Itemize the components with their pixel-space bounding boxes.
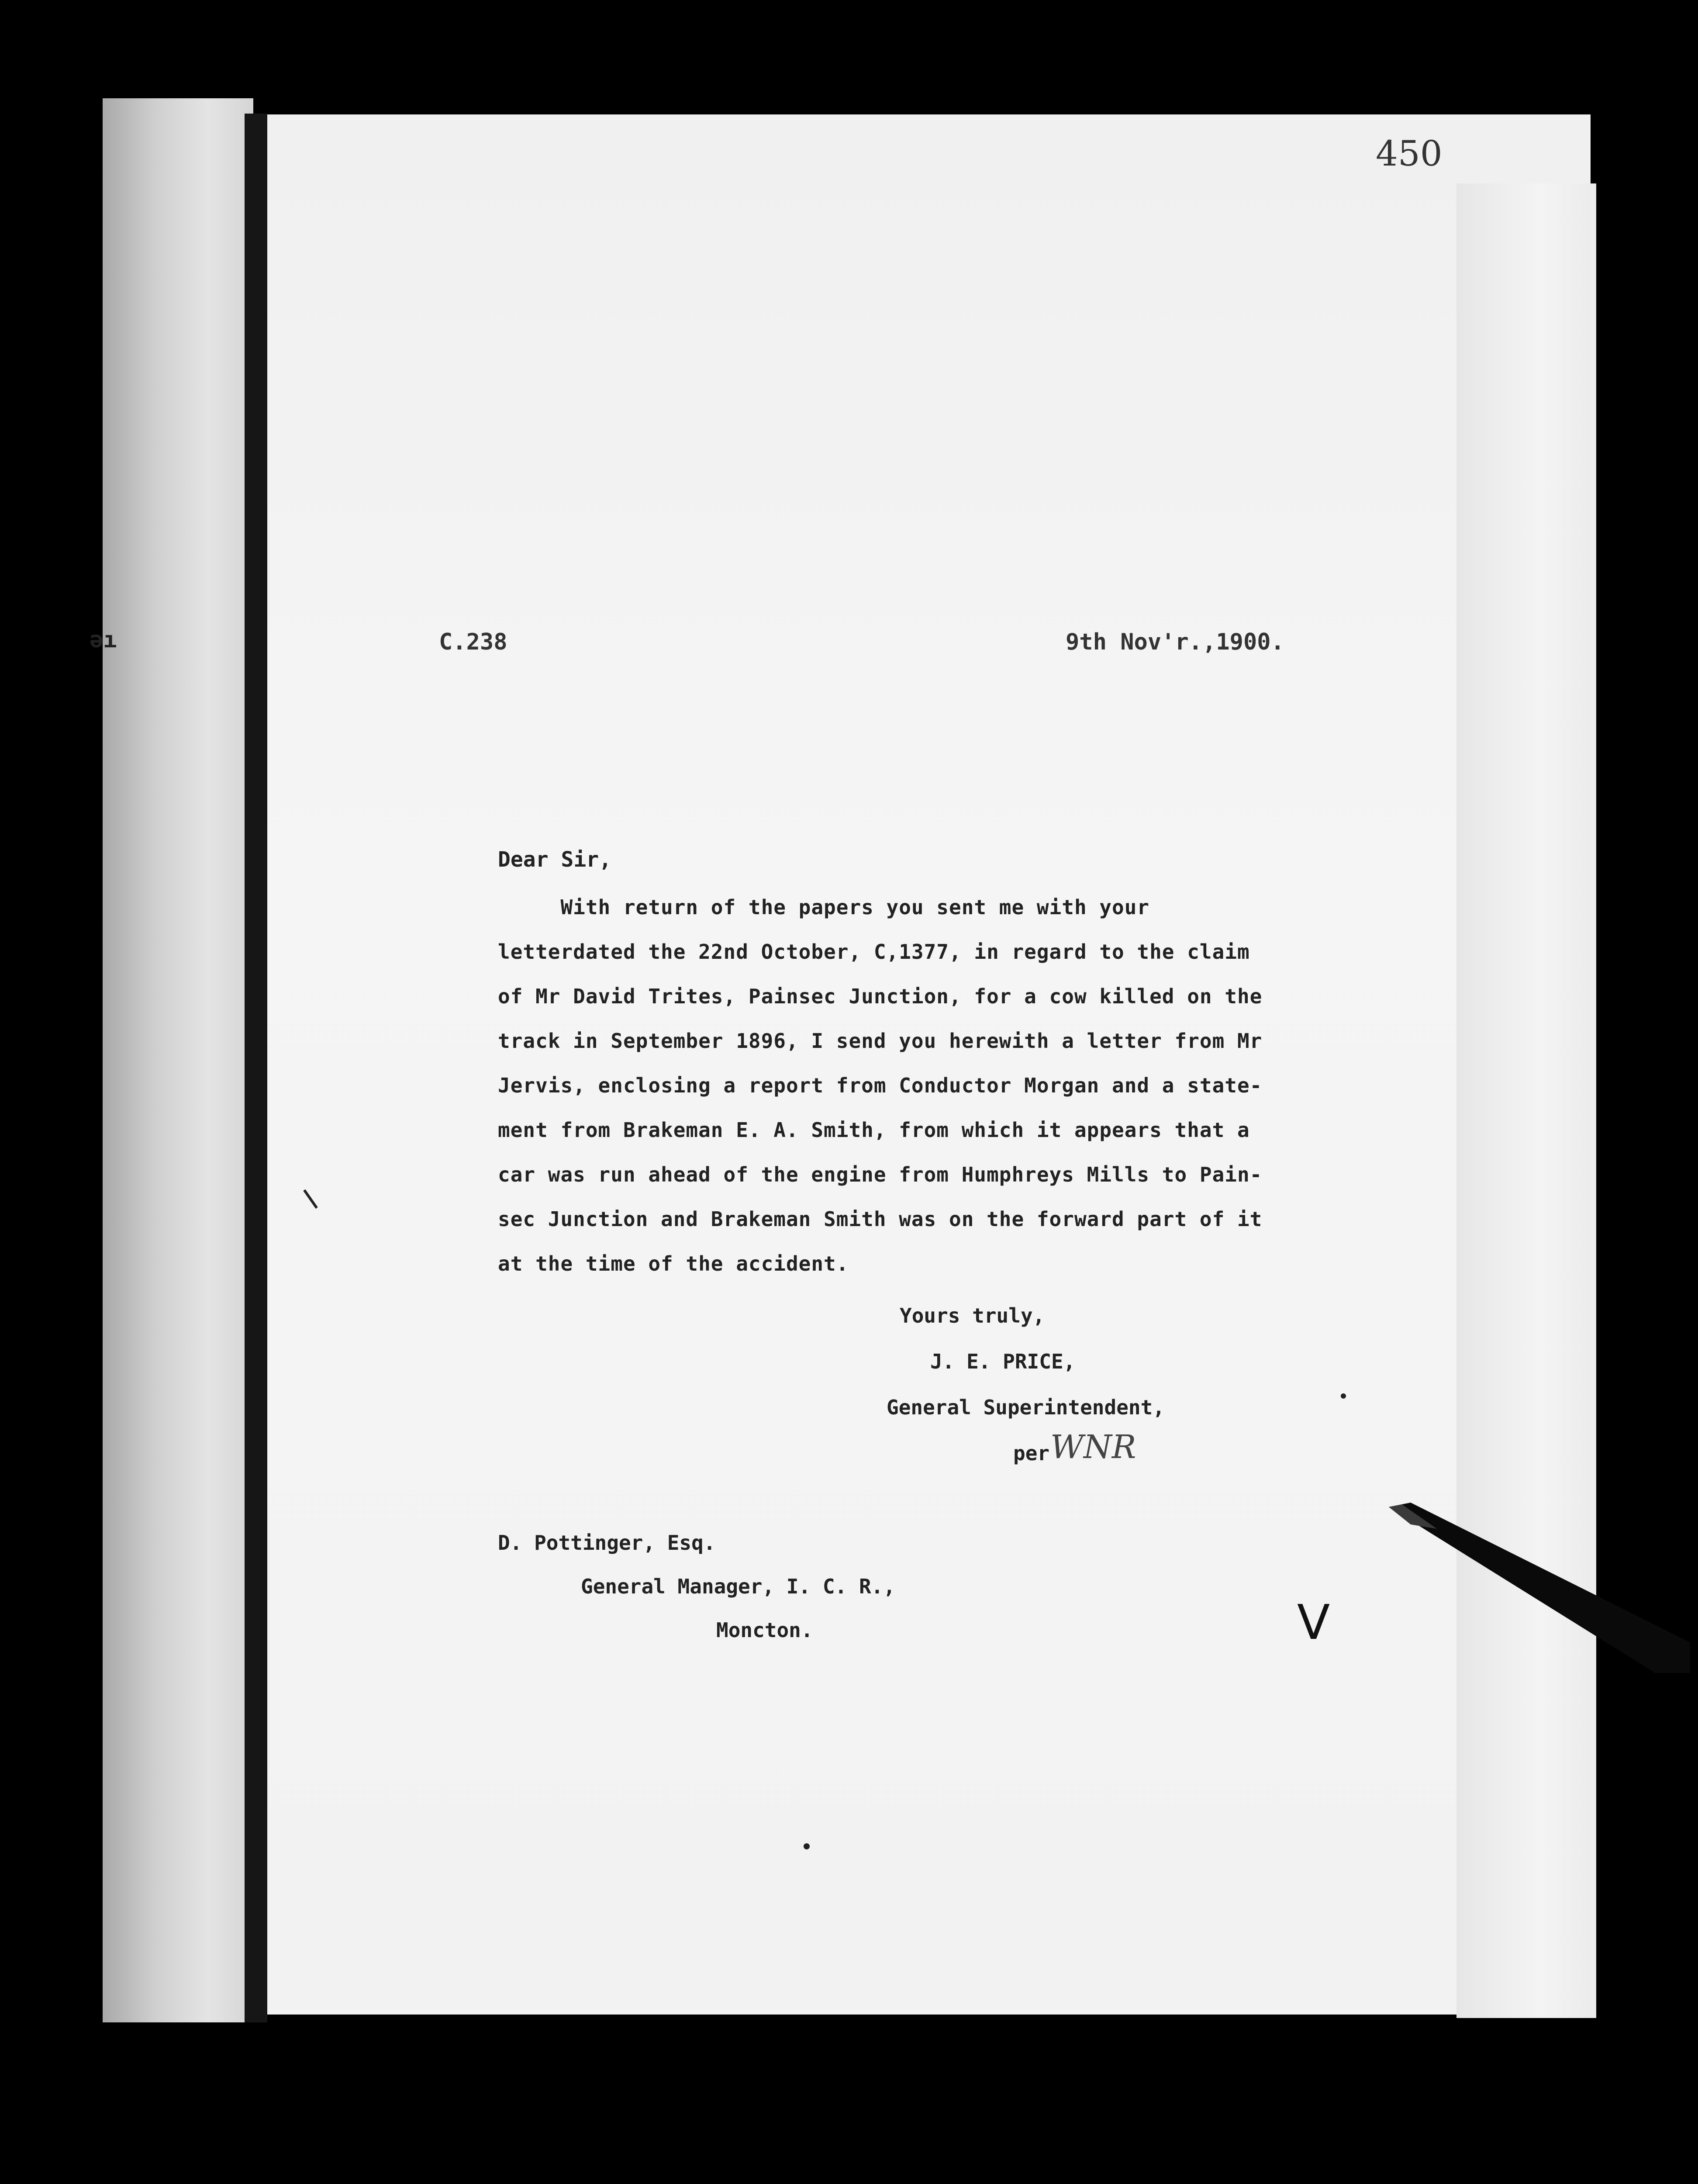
- letter-page: [267, 114, 1591, 2015]
- recipient-name: D. Pottinger, Esq.: [498, 1531, 716, 1555]
- sheet-divider-shadow: [245, 114, 267, 2022]
- background-sheet-left: [103, 98, 253, 2022]
- salutation: Dear Sir,: [498, 847, 612, 872]
- recipient-place: Moncton.: [716, 1618, 813, 1642]
- body-line: of Mr David Trites, Painsec Junction, for a cow killed on the: [498, 985, 1263, 1008]
- pen-icon: [1384, 1498, 1690, 1673]
- body-line: sec Junction and Brakeman Smith was on the forward part of it: [498, 1207, 1263, 1231]
- left-sheet-text-fragment: əı: [90, 627, 117, 653]
- stray-dot: [804, 1843, 810, 1849]
- letter-date: 9th Nov'r.,1900.: [1066, 629, 1284, 655]
- background-sheet-right: [1456, 183, 1596, 2018]
- page-number: 450: [1376, 133, 1443, 174]
- letter-reference-code: C.238: [439, 629, 507, 655]
- closing: Yours truly,: [900, 1304, 1045, 1327]
- stray-dot: [1341, 1393, 1346, 1399]
- handwritten-initials: WNR: [1050, 1428, 1136, 1466]
- per-label: per: [1013, 1441, 1050, 1465]
- body-line: Jervis, enclosing a report from Conductor Morgan and a state-: [498, 1074, 1263, 1097]
- check-mark: V: [1297, 1594, 1330, 1650]
- body-line: With return of the papers you sent me with your: [498, 895, 1150, 919]
- recipient-title: General Manager, I. C. R.,: [581, 1575, 896, 1598]
- body-line: at the time of the accident.: [498, 1252, 849, 1275]
- body-line: car was run ahead of the engine from Humphreys Mills to Pain-: [498, 1163, 1263, 1186]
- body-line: track in September 1896, I send you herewith a letter from Mr: [498, 1029, 1263, 1053]
- body-line: letterdated the 22nd October, C,1377, in regard to the claim: [498, 940, 1250, 964]
- body-line: ment from Brakeman E. A. Smith, from which it appears that a: [498, 1118, 1250, 1142]
- signatory-name: J. E. PRICE,: [930, 1350, 1076, 1373]
- signatory-title: General Superintendent,: [887, 1396, 1165, 1419]
